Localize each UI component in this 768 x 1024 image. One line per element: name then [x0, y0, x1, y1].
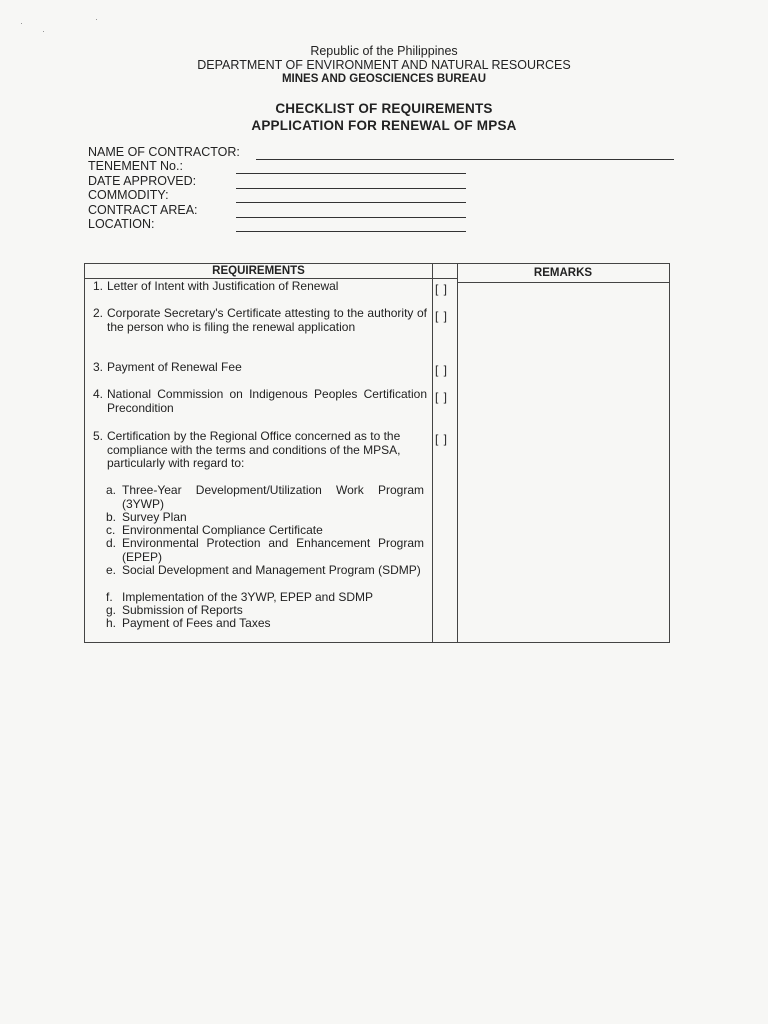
- checkbox-item-4[interactable]: [ ]: [435, 390, 449, 404]
- field-contract-area: [88, 203, 688, 217]
- subitem-letter: f.: [106, 590, 113, 604]
- item-number: 3.: [93, 360, 104, 374]
- header-rule: [457, 282, 669, 283]
- subitem-letter: g.: [106, 603, 117, 617]
- title-line-2: APPLICATION FOR RENEWAL OF MPSA: [251, 118, 517, 133]
- item-text: Corporate Secretary's Certificate attesting to the authority of the person who is filing the renewal application: [107, 306, 427, 334]
- checkbox-item-3[interactable]: [ ]: [435, 363, 449, 377]
- header-republic: Republic of the Philippines: [310, 44, 458, 58]
- item-text: Letter of Intent with Justification of Renewal: [107, 279, 339, 293]
- field-location: [88, 217, 688, 231]
- field-label: DATE APPROVED:: [88, 173, 197, 188]
- subitem-text: Implementation of the 3YWP, EPEP and SDMP: [122, 590, 374, 604]
- subitem-letter: h.: [106, 616, 117, 630]
- subitem-letter: b.: [106, 510, 117, 524]
- title-line-1: CHECKLIST OF REQUIREMENTS: [275, 101, 493, 116]
- subitem-letter: e.: [106, 563, 117, 577]
- field-blank-line[interactable]: [236, 231, 466, 232]
- item-number: 5.: [93, 429, 104, 443]
- scan-speck: ·: [95, 14, 98, 24]
- subitem-letter: d.: [106, 536, 117, 550]
- subitem-text: Environmental Protection and Enhancement Program (EPEP): [122, 536, 424, 564]
- subitem-text: Social Development and Management Program (SDMP): [122, 563, 421, 577]
- item-number: 2.: [93, 306, 104, 320]
- column-divider: [432, 264, 433, 642]
- field-date-approved: [88, 174, 688, 188]
- field-label: NAME OF CONTRACTOR:: [88, 145, 240, 159]
- checkbox-item-5[interactable]: [ ]: [435, 432, 449, 446]
- header-department: DEPARTMENT OF ENVIRONMENT AND NATURAL RESOURCES: [197, 58, 571, 72]
- remarks-column-header: REMARKS: [533, 267, 593, 279]
- column-divider: [457, 264, 458, 642]
- field-tenement-no: [88, 159, 688, 173]
- subitem-text: Submission of Reports: [122, 603, 243, 617]
- field-label: COMMODITY:: [88, 188, 169, 203]
- header-bureau: MINES AND GEOSCIENCES BUREAU: [281, 73, 487, 85]
- subitem-text: Three-Year Development/Utilization Work Program (3YWP): [122, 483, 424, 511]
- item-text: Payment of Renewal Fee: [107, 360, 242, 374]
- subitem-letter: a.: [106, 483, 117, 497]
- subitem-text: Payment of Fees and Taxes: [122, 616, 271, 630]
- item-number: 4.: [93, 387, 104, 401]
- subitem-text: Survey Plan: [122, 510, 187, 524]
- field-commodity: [88, 188, 688, 202]
- field-label: LOCATION:: [88, 216, 155, 231]
- field-label: TENEMENT No.:: [88, 159, 183, 174]
- document-header: [0, 44, 768, 86]
- item-text: National Commission on Indigenous Peoples Certification Precondition: [107, 387, 427, 415]
- item-text: Certification by the Regional Office concerned as to the compliance with the terms and conditions of the MPSA, particularly with regard to:: [107, 429, 401, 470]
- requirements-table: [84, 263, 670, 643]
- item-number: 1.: [93, 279, 104, 293]
- field-label: CONTRACT AREA:: [88, 202, 198, 217]
- checkbox-item-1[interactable]: [ ]: [435, 282, 449, 296]
- field-name-of-contractor: [88, 145, 688, 159]
- subitem-text: Environmental Compliance Certificate: [122, 523, 323, 537]
- document-title: [0, 100, 768, 134]
- scan-speck: ·: [42, 26, 45, 36]
- checkbox-item-2[interactable]: [ ]: [435, 309, 449, 323]
- requirements-column-header: REQUIREMENTS: [212, 265, 305, 277]
- subitem-letter: c.: [106, 523, 116, 537]
- scan-speck: ·: [20, 18, 23, 28]
- contractor-fields: [88, 145, 688, 231]
